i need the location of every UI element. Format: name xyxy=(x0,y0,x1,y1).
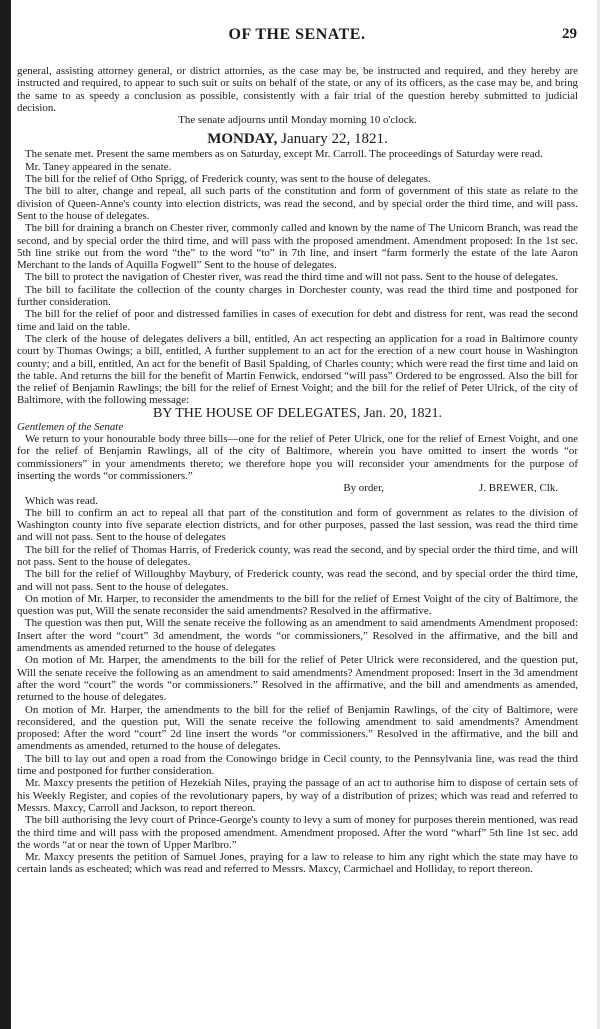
running-title: OF THE SENATE. xyxy=(228,26,366,43)
page-header xyxy=(17,26,577,48)
proceeding-paragraph: On motion of Mr. Harper, the amendments to the bill for the relief of Peter Ulrick were reconsidered, and the question put, Will the senate receive the following as an amendment to said amendments? Amendment proposed: Insert in the 3d amendment after the word “court” the words “or commissioners.” Resolved in the affirmative, and the bill and amendments as amended, returned to the house of delegates. xyxy=(17,654,578,704)
by-order: By order, xyxy=(343,482,385,495)
day-heading-day: MONDAY, xyxy=(207,131,278,148)
proceeding-paragraph: The bill for draining a branch on Chester river, commonly called and known by the name of The Unicorn Branch, was read the second, and by special order the third time, and will pass with the proposed amendment. Amendment proposed: In the 1st sec. 5th line strike out from the word “the” to the word “to” in 7th line, and insert “farm formerly the estate of the late Aaron Merchant to the lands of Aquilla Fogwell” Sent to the house of delegates. xyxy=(17,222,578,272)
proceeding-paragraph: On motion of Mr. Harper, the amendments to the bill for the relief of Benjamin Rawlings, of the city of Baltimore, were reconsidered, and the question put, Will the senate receive the following amendment to said amendments? Amendment proposed: After the word “court” 2d line insert the words “or commissioners.” Resolved in the affirmative, and the bill and amendments as amended, returned to the house of delegates. xyxy=(17,703,578,753)
proceeding-paragraph: The bill to alter, change and repeal, all such parts of the constitution and form of government of this state as relate to the division of Queen-Anne's county into election districts, was read the second, and by special order the third time, and will pass. Sent to the house of delegates. xyxy=(17,185,578,222)
message-text: We return to your honourable body three bills—one for the relief of Peter Ulrick, one for the relief of Ernest Voight, and one for the relief of Benjamin Rawlings, all of the city of Baltimore, wherein you have omitted to insert the words “or commissioners” in your amendments thereto; we therefore hope you will reconsider your amendments for the purpose of inserting the words “or commissioners.” xyxy=(17,433,578,482)
page-binding-edge xyxy=(0,0,11,1029)
page-body xyxy=(17,65,578,876)
proceeding-paragraph: The question was then put, Will the senate receive the following as an amendment to said amendments Amendment proposed: Insert after the word “court” 3d amendment, the words “or commissioners,” Resolved in the affirmative, and the bill and amendments as amended returned to the house of delegates xyxy=(17,617,578,655)
day-heading-date: January 22, 1821. xyxy=(281,131,388,148)
message-signature xyxy=(17,482,578,494)
proceeding-paragraph: The bill for the relief of Thomas Harris, of Frederick county, was read the second, and by special order the third time, and will not pass. Sent to the house of delegates. xyxy=(17,543,578,568)
proceeding-paragraph: The bill to facilitate the collection of the county charges in Dorchester county, was read the third time and postponed for further consideration. xyxy=(17,283,578,309)
page-number: 29 xyxy=(562,26,577,42)
proceeding-paragraph: The bill to protect the navigation of Chester river, was read the third time and will not pass. Sent to the house of delegates. xyxy=(25,271,559,284)
adjournment-line: The senate adjourns until Monday morning 10 o'clock. xyxy=(178,114,417,127)
proceedings-part-2 xyxy=(17,495,578,876)
proceeding-paragraph: The senate met. Present the same members as on Saturday, except Mr. Carroll. The proceedings of Saturday were read. xyxy=(25,148,543,161)
proceeding-paragraph: The bill to lay out and open a road from the Conowingo bridge in Cecil county, to the Pennsylvania line, was read the third time and postponed for further consideration. xyxy=(17,752,578,778)
message-heading: BY THE HOUSE OF DELEGATES, Jan. 20, 1821. xyxy=(153,405,442,421)
proceeding-paragraph: The clerk of the house of delegates delivers a bill, entitled, An act respecting an application for a road in Baltimore county court by Thomas Owings; a bill, entitled, A further supplement to an act for the erection of a new court house in Washington county; and a bill, entitled, An act for the benefit of Basil Spalding, of Charles county; which were read the first time and laid on the table. And returns the bill for the benefit of Martin Fenwick, endorsed “will pass” Ordered to be engrossed. Also the bill for the relief of Benjamin Rawlings; the bill for the relief of Ernest Voight; and the bill for the relief of Peter Ulrick, of the city of Baltimore, with the following message: xyxy=(17,332,578,407)
opening-paragraph: general, assisting attorney general, or district attornies, as the case may be, be instructed and required, and they hereby are instructed and required, to appear to such suit or suits on behalf of the state, or any of its officers, as the case may be, and bring the same to as speedy a conclusion as possible, consistently with a fair trial of the question hereby submitted to judicial decision. xyxy=(17,65,578,114)
signer: J. BREWER, Clk. xyxy=(479,482,558,495)
proceeding-paragraph: The bill for the relief of Otho Sprigg, of Frederick county, was sent to the house of delegates. xyxy=(25,173,431,186)
proceeding-paragraph: The bill for the relief of Willoughby Maybury, of Frederick county, was read the second, and by special order the third time, and will not pass. Sent to the house of delegates. xyxy=(17,568,578,593)
message-salutation: Gentlemen of the Senate xyxy=(17,420,124,433)
proceeding-paragraph: Mr. Taney appeared in the senate. xyxy=(25,160,172,173)
proceeding-paragraph: On motion of Mr. Harper, to reconsider the amendments to the bill for the relief of Ernest Voight of the city of Baltimore, the question was put, Will the senate reconsider the said amendments? Resolved in the affirmative. xyxy=(17,592,578,618)
proceeding-paragraph: The bill to confirm an act to repeal all that part of the constitution and form of government as relates to the division of Washington county into five separate election districts, and for other purposes, passed the last session, was read the third time and will not pass. Sent to the house of delegates xyxy=(17,506,578,544)
proceeding-paragraph: The bill for the relief of poor and distressed families in cases of execution for debt and distress for rent, was read the second time and laid on the table. xyxy=(17,308,578,333)
proceeding-paragraph: Which was read. xyxy=(25,494,98,507)
proceedings-part-1 xyxy=(17,148,578,406)
proceeding-paragraph: Mr. Maxcy presents the petition of Hezekiah Niles, praying the passage of an act to authorise him to dispose of certain sets of his Weekly Register, and copies of the revolutionary papers, by way of a distribution of prizes; which was read and referred to Messrs. Maxcy, Carroll and Jackson, to report thereon. xyxy=(17,777,578,814)
proceeding-paragraph: The bill authorising the levy court of Prince-George's county to levy a sum of money for purposes therein mentioned, was read the third time and will pass with the proposed amendment. Amendment proposed. After the word “wharf” 5th line 1st sec. add the words “at or near the town of Upper Marlbro.” xyxy=(17,814,578,851)
day-heading xyxy=(17,130,578,148)
proceeding-paragraph: Mr. Maxcy presents the petition of Samuel Jones, praying for a law to release to him any right which the state may have to certain lands as escheated; which was read and referred to Messrs. Maxcy, Carmichael and Holliday, to report thereon. xyxy=(17,851,578,876)
